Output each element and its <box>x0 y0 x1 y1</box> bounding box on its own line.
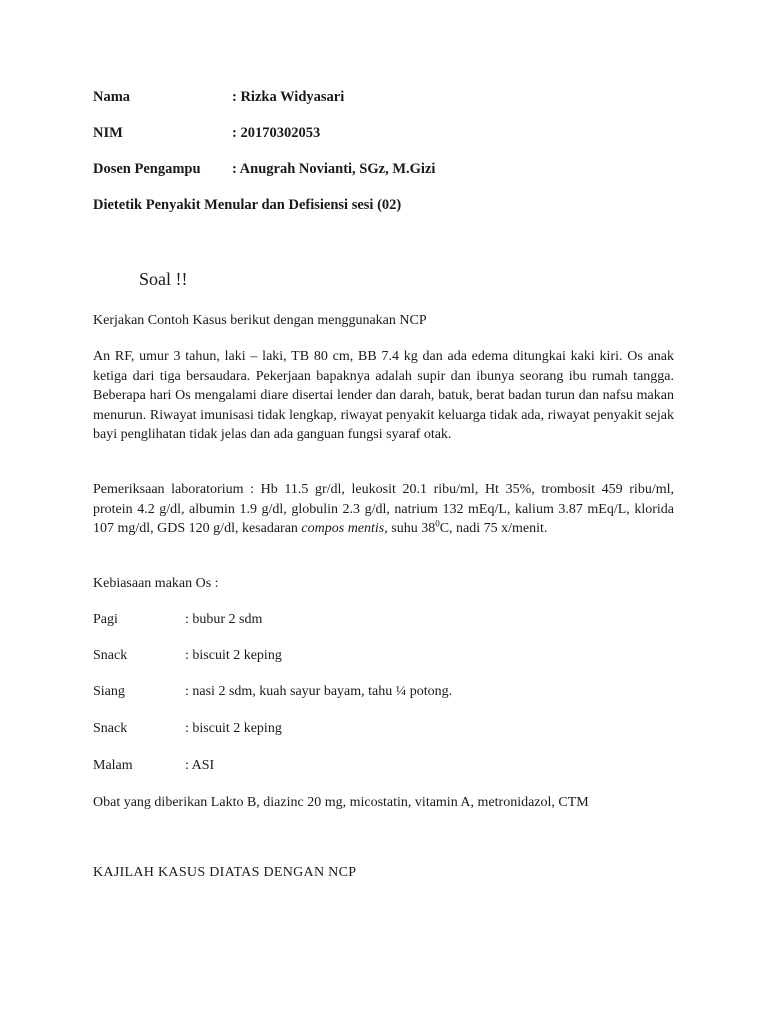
lab-degree-superscript: 0 <box>435 518 440 529</box>
lab-text-after: C, nadi 75 x/menit. <box>439 521 548 536</box>
header-name-label: Nama <box>93 89 131 105</box>
lab-results <box>93 480 674 539</box>
case-description: An RF, umur 3 tahun, laki – laki, TB 80 cm, BB 7.4 kg dan ada edema ditungkai kaki kiri. Os anak ketiga dari tiga bersaudara. Pekerjaan bapaknya adalah supir dan ibunya seorang ibu rumah tangga. Beberapa hari Os mengalami diare disertai lender dan darah, batuk, berat badan turun dan nafsu makan menurun. Riwayat imunisasi tidak lengkap, riwayat penyakit keluarga tidak ada, riwayat penyakit sejak bayi penglihatan tidak jelas dan ada ganguan fungsi syaraf otak. <box>93 349 674 442</box>
meal-label: Snack <box>93 721 128 736</box>
course-title: Dietetik Penyakit Menular dan Defisiensi sesi (02) <box>93 197 402 213</box>
header-name-row <box>93 88 344 106</box>
meal-row-siang <box>93 683 452 701</box>
meal-value: : ASI <box>185 758 215 773</box>
meal-label: Malam <box>93 758 133 773</box>
lab-text-before: Pemeriksaan laboratorium : Hb 11.5 gr/dl, leukosit 20.1 ribu/ml, Ht 35%, trombosit 459 ribu/ml, protein 4.2 g/dl, albumin 1.9 g/dl, globulin 2.3 g/dl, natrium 132 mEq/L, kalium 3.87 mEq/L, klorida 107 mg/dl, GDS 120 g/dl, kesadaran <box>93 482 674 536</box>
meal-label: Pagi <box>93 612 118 627</box>
meal-value: : biscuit 2 keping <box>185 721 282 736</box>
header-lecturer-value: : Anugrah Novianti, SGz, M.Gizi <box>232 161 436 177</box>
soal-heading: Soal !! <box>139 269 188 289</box>
final-task-heading: KAJILAH KASUS DIATAS DENGAN NCP <box>93 865 357 880</box>
lab-consciousness: compos mentis <box>301 521 385 536</box>
header-lecturer-row <box>93 160 435 178</box>
header-nim-label: NIM <box>93 125 123 141</box>
meal-label: Snack <box>93 648 128 663</box>
header-nim-row <box>93 124 320 142</box>
lab-text-middle: , suhu 38 <box>384 521 436 536</box>
meal-value: : bubur 2 sdm <box>185 612 263 627</box>
header-nim-value: : 20170302053 <box>232 125 321 141</box>
meal-row-malam <box>93 757 214 775</box>
meal-value: : biscuit 2 keping <box>185 648 282 663</box>
meal-row-pagi <box>93 611 262 629</box>
meal-row-snack-2 <box>93 720 282 738</box>
instruction-text: Kerjakan Contoh Kasus berikut dengan menggunakan NCP <box>93 313 427 328</box>
meal-value: : nasi 2 sdm, kuah sayur bayam, tahu ¼ potong. <box>185 684 453 699</box>
meal-row-snack-1 <box>93 647 282 665</box>
header-name-value: : Rizka Widyasari <box>232 89 345 105</box>
meal-label: Siang <box>93 684 125 699</box>
habits-title: Kebiasaan makan Os : <box>93 576 219 591</box>
header-lecturer-label: Dosen Pengampu <box>93 161 201 177</box>
medication-text: Obat yang diberikan Lakto B, diazinc 20 mg, micostatin, vitamin A, metronidazol, CTM <box>93 795 589 810</box>
